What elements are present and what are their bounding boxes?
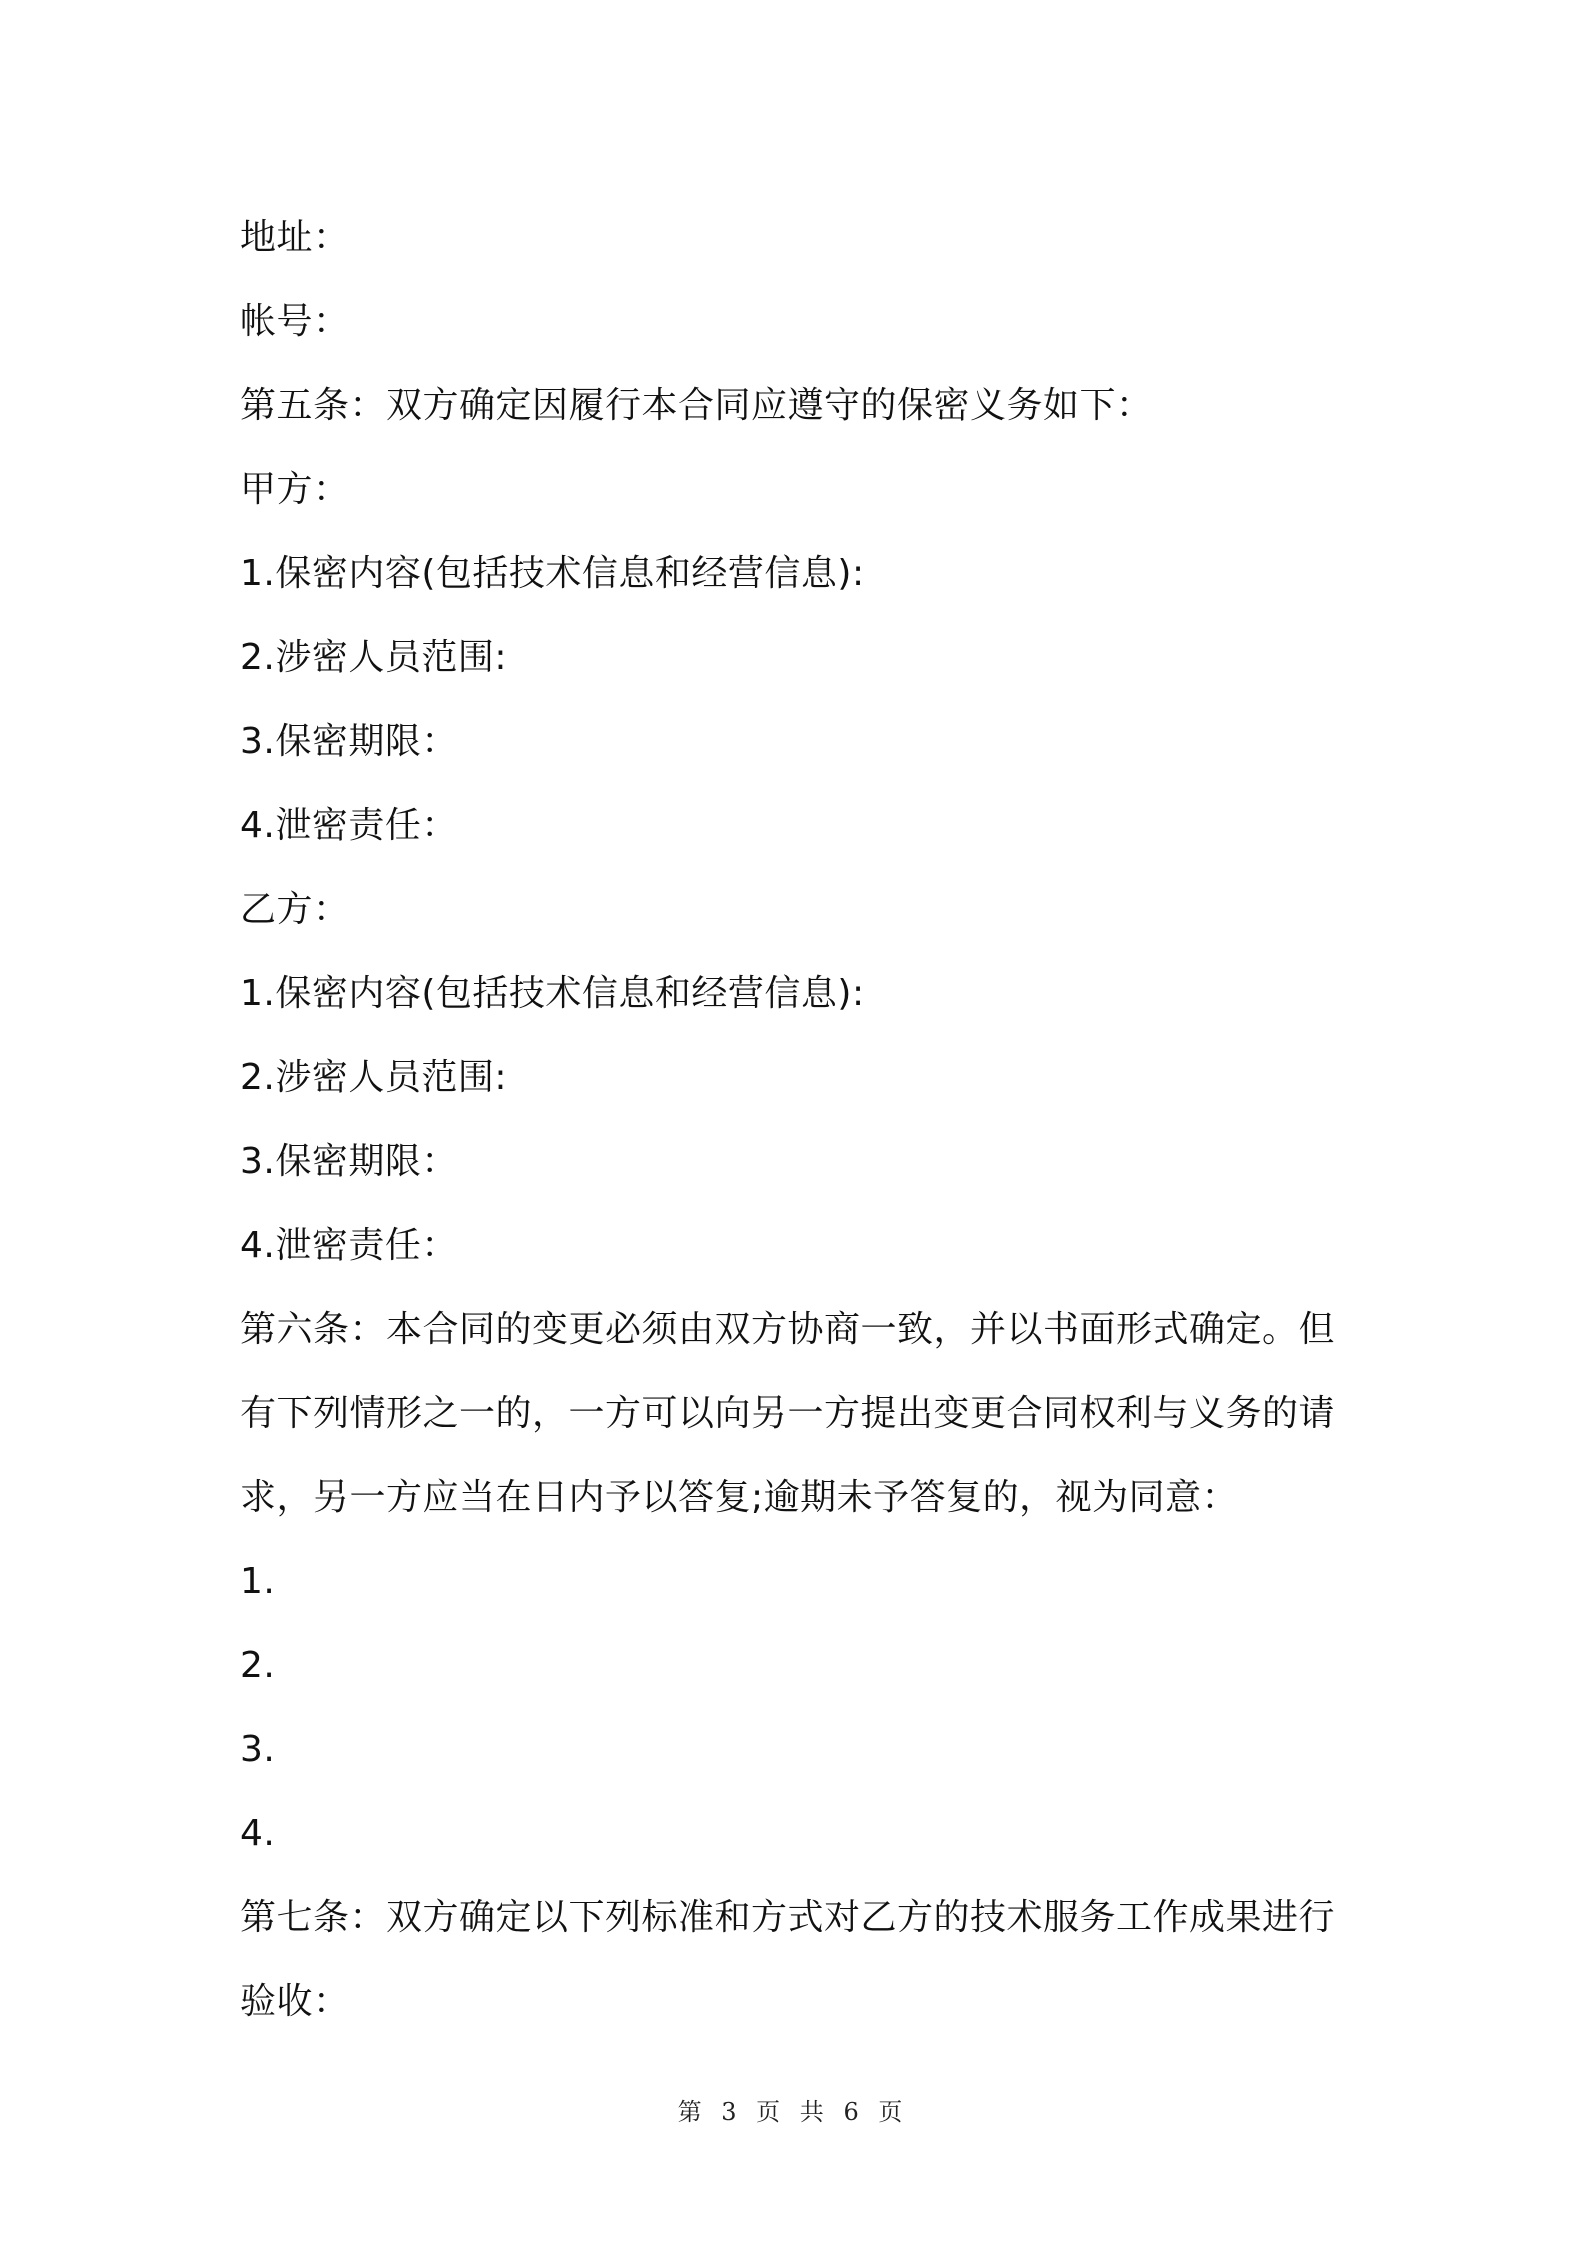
party-b-item-3: 3.保密期限：	[240, 1141, 458, 1182]
party-a-item-4: 4.泄密责任：	[240, 805, 458, 846]
article-7-line-2: 验收：	[240, 1981, 350, 2022]
article-5-heading: 第五条：双方确定因履行本合同应遵守的保密义务如下：	[240, 385, 1153, 426]
page-footer: 第 3 页 共 6 页	[677, 2098, 909, 2126]
account-label: 帐号：	[240, 301, 350, 342]
party-a-item-1: 1.保密内容(包括技术信息和经营信息):	[240, 553, 865, 594]
article-6-item-3: 3.	[240, 1729, 276, 1770]
article-6-line-2: 有下列情形之一的，一方可以向另一方提出变更合同权利与义务的请	[240, 1393, 1336, 1434]
party-a-item-3: 3.保密期限：	[240, 721, 458, 762]
article-6-item-2: 2.	[240, 1645, 276, 1686]
document-body	[240, 196, 1350, 2044]
party-a-item-2: 2.涉密人员范围:	[240, 637, 507, 678]
article-6-item-1: 1.	[240, 1561, 276, 1602]
party-b-label: 乙方：	[240, 889, 350, 930]
party-a-label: 甲方：	[240, 469, 350, 510]
party-b-item-4: 4.泄密责任：	[240, 1225, 458, 1266]
address-label: 地址：	[240, 217, 350, 258]
article-6-line-3: 求，另一方应当在日内予以答复;逾期未予答复的，视为同意：	[240, 1477, 1239, 1518]
article-6-item-4: 4.	[240, 1813, 276, 1854]
article-6-line-1: 第六条：本合同的变更必须由双方协商一致，并以书面形式确定。但	[240, 1309, 1336, 1350]
party-b-item-1: 1.保密内容(包括技术信息和经营信息):	[240, 973, 865, 1014]
party-b-item-2: 2.涉密人员范围:	[240, 1057, 507, 1098]
article-7-line-1: 第七条：双方确定以下列标准和方式对乙方的技术服务工作成果进行	[240, 1897, 1336, 1938]
